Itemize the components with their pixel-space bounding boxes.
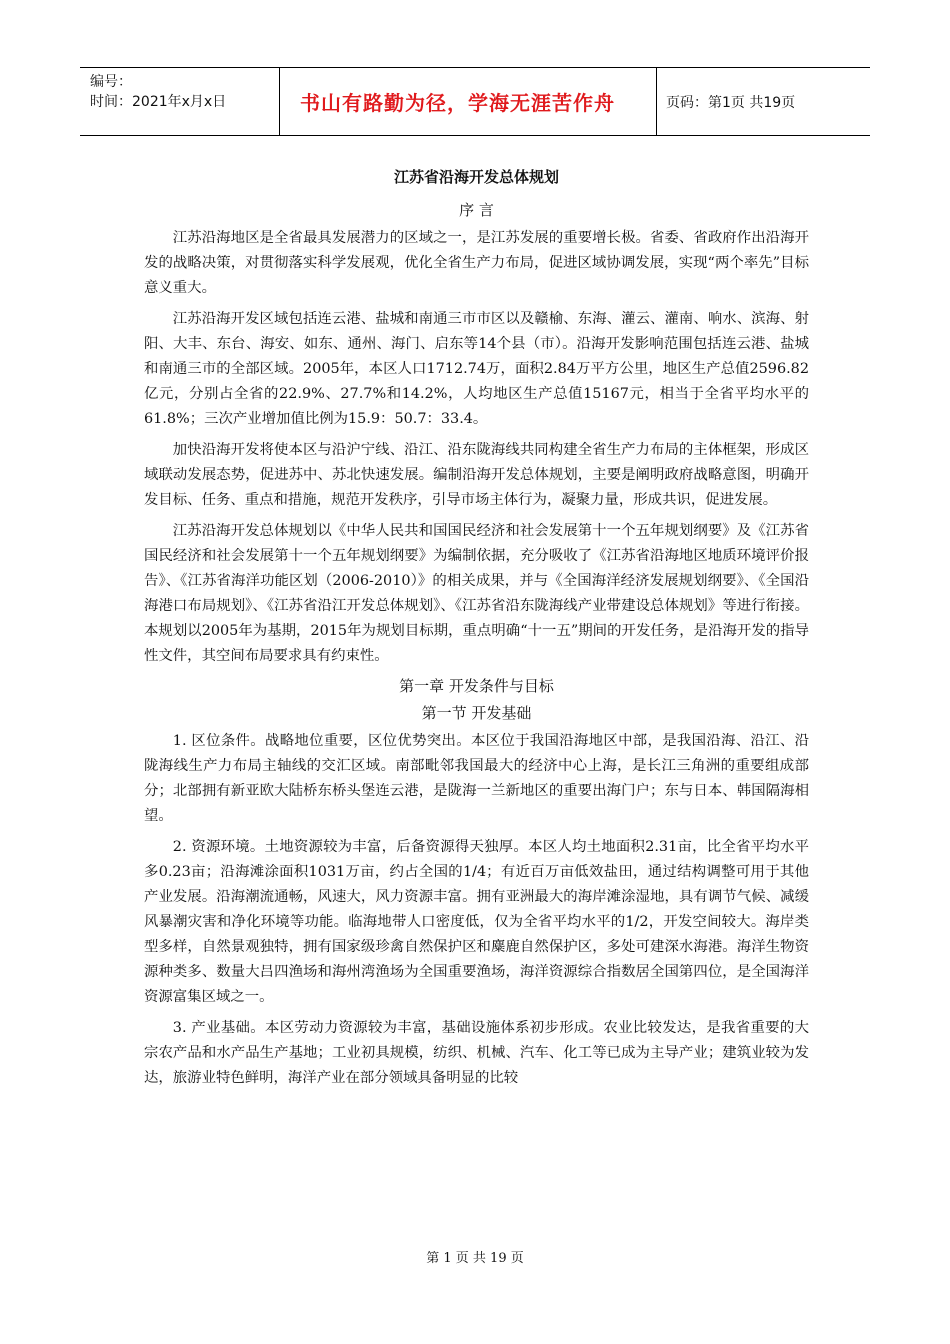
- header-table: [80, 67, 870, 136]
- document-number-label: 编号：: [90, 74, 132, 90]
- paragraph: 江苏沿海开发总体规划以《中华人民共和国国民经济和社会发展第十一个五年规划纲要》及《江苏省国民经济和社会发展第十一个五年规划纲要》为编制依据，充分吸收了《江苏省沿海地区地质环境评价报告》、《江苏省海洋功能区划（2006-2010）》的相关成果，并与《全国海洋经济发展规划纲要》、《全国沿海港口布局规划》、《江苏省沿江开发总体规划》、《江苏省沿东陇海线产业带建设总体规划》等进行衔接。本规划以2005年为基期，2015年为规划目标期，重点明确“十一五”期间的开发任务，是沿海开发的指导性文件，其空间布局要求具有约束性。: [144, 523, 809, 664]
- page-footer: 第 1 页 共 19 页: [426, 1251, 524, 1266]
- paragraph: 2. 资源环境。土地资源较为丰富，后备资源得天独厚。本区人均土地面积2.31亩，比全省平均水平多0.23亩；沿海滩涂面积1031万亩，约占全国的1/4；有近百万亩低效盐田，通过结构调整可用于其他产业发展。沿海潮流通畅，风速大，风力资源丰富。拥有亚洲最大的海岸滩涂湿地，具有调节气候、减缓风暴潮灾害和净化环境等功能。临海地带人口密度低，仅为全省平均水平的1/2，开发空间较大。海岸类型多样，自然景观独特，拥有国家级珍禽自然保护区和麋鹿自然保护区，多处可建深水海港。海洋生物资源种类多、数量大吕四渔场和海州湾渔场为全国重要渔场，海洋资源综合指数居全国第四位，是全国海洋资源富集区域之一。: [144, 839, 809, 1005]
- document-title: 江苏省沿海开发总体规划: [393, 168, 559, 186]
- header-motto-cell: [280, 68, 657, 135]
- section-title: 第一节 开发基础: [421, 704, 532, 722]
- header-page-label: 页码：第1页 共19页: [666, 94, 796, 111]
- chapter-title: 第一章 开发条件与目标: [399, 677, 554, 695]
- paragraph: 江苏沿海地区是全省最具发展潜力的区域之一，是江苏发展的重要增长极。省委、省政府作出沿海开发的战略决策，对贯彻落实科学发展观，优化全省生产力布局，促进区域协调发展，实现“两个率先”目标意义重大。: [144, 230, 809, 296]
- document-body: [144, 166, 809, 1097]
- paragraph: 加快沿海开发将使本区与沿沪宁线、沿江、沿东陇海线共同构建全省生产力布局的主体框架，形成区域联动发展态势，促进苏中、苏北快速发展。编制沿海开发总体规划，主要是阐明政府战略意图，明确开发目标、任务、重点和措施，规范开发秩序，引导市场主体行为，凝聚力量，形成共识，促进发展。: [144, 442, 809, 508]
- header-meta-cell: [80, 68, 280, 135]
- paragraph: 3. 产业基础。本区劳动力资源较为丰富，基础设施体系初步形成。农业比较发达，是我省重要的大宗农产品和水产品生产基地；工业初具规模，纺织、机械、汽车、化工等已成为主导产业；建筑业较为发达，旅游业特色鲜明，海洋产业在部分领域具备明显的比较: [144, 1020, 809, 1086]
- paragraph: 1. 区位条件。战略地位重要，区位优势突出。本区位于我国沿海地区中部，是我国沿海、沿江、沿陇海线生产力布局主轴线的交汇区域。南部毗邻我国最大的经济中心上海，是长江三角洲的重要组成部分；北部拥有新亚欧大陆桥东桥头堡连云港，是陇海一兰新地区的重要出海门户；东与日本、韩国隔海相望。: [144, 733, 809, 824]
- document-time-label: 时间：2021年x月x日: [90, 94, 227, 110]
- preface-title: 序 言: [459, 201, 494, 219]
- paragraph: 江苏沿海开发区域包括连云港、盐城和南通三市市区以及赣榆、东海、灌云、灌南、响水、滨海、射阳、大丰、东台、海安、如东、通州、海门、启东等14个县（市）。沿海开发影响范围包括连云港、盐城和南通三市的全部区域。2005年，本区人口1712.74万，面积2.84万平方公里，地区生产总值2596.82亿元，分别占全省的22.9%、27.7%和14.2%，人均地区生产总值15167元，相当于全省平均水平的61.8%；三次产业增加值比例为15.9：50.7：33.4。: [144, 311, 809, 427]
- header-page-cell: [657, 68, 870, 135]
- header-motto: 书山有路勤为径，学海无涯苦作舟: [300, 91, 615, 115]
